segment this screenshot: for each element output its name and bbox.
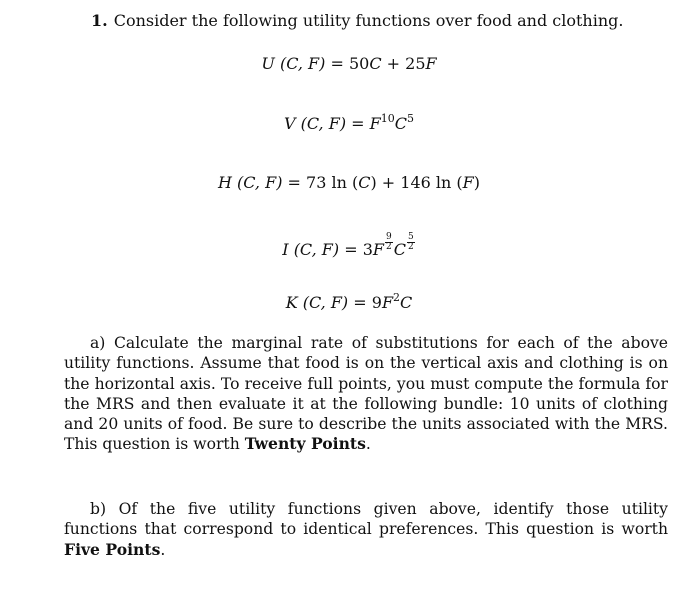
equation-k-lhs: K (C, F) xyxy=(285,293,349,312)
equation-u-f: F xyxy=(425,54,437,73)
part-b-paragraph xyxy=(64,499,668,560)
equation-h-end: ) xyxy=(473,173,481,192)
equation-i xyxy=(0,233,698,259)
part-a-end: . xyxy=(365,435,371,454)
equation-v-lhs: V (C, F) xyxy=(283,114,347,133)
equation-v-exp-c: 5 xyxy=(407,112,415,125)
equation-k-coef: = 9 xyxy=(353,293,382,312)
equation-u-c: C xyxy=(369,54,382,73)
equation-v xyxy=(0,114,698,133)
part-a-text: a) Calculate the marginal rate of substitutions for each of the above utility functions. Assume that food is on the vertical axis and clothing is on the horizontal axis. To receive full points, you must compute the formula for the MRS and then evaluate it at the following bundle: 10 units of clothing and 20 units of food. Be sure to describe the units associated with the MRS. This question is worth xyxy=(64,334,668,454)
equation-k-f: F xyxy=(381,293,394,312)
equation-h-lhs: H (C, F) xyxy=(217,173,283,192)
part-b-end: . xyxy=(160,540,166,559)
part-a-body xyxy=(64,333,668,455)
equation-i-exp-f-num: 9 xyxy=(386,232,392,242)
equation-h-part1: = 73 ln ( xyxy=(287,173,359,192)
equation-h-c: C xyxy=(358,173,371,192)
equation-v-exp-f: 10 xyxy=(380,112,395,125)
part-b-text: b) Of the five utility functions given above, identify those utility functions that correspond to identical preferences. This question is worth xyxy=(64,500,668,539)
problem-intro: Consider the following utility functions over food and clothing. xyxy=(113,11,624,30)
problem-number: 1. xyxy=(91,11,108,30)
problem-heading xyxy=(91,11,623,30)
equation-i-exp-f xyxy=(385,233,393,252)
equation-i-exp-c-num: 5 xyxy=(407,232,414,242)
equation-u-coef-c: = 50 xyxy=(330,54,370,73)
equation-i-coef: = 3 xyxy=(344,240,373,259)
equation-v-equals: = xyxy=(351,114,370,133)
equation-i-lhs: I (C, F) xyxy=(282,240,340,259)
part-b-body xyxy=(64,499,668,560)
part-b-points: Five Points xyxy=(64,539,161,559)
equation-i-exp-c-den: 2 xyxy=(407,242,414,252)
equation-i-exp-c xyxy=(407,233,415,252)
part-a-points: Twenty Points xyxy=(244,434,366,454)
equation-i-c: C xyxy=(393,240,406,259)
equation-i-f: F xyxy=(372,240,384,259)
part-a-paragraph xyxy=(64,333,668,455)
equation-v-c: C xyxy=(394,114,408,133)
equation-k xyxy=(0,293,698,312)
equation-i-exp-f-den: 2 xyxy=(386,242,392,252)
equation-u-lhs: U (C, F) xyxy=(261,54,326,73)
equation-k-c: C xyxy=(400,293,413,312)
equation-h-f: F xyxy=(462,173,474,192)
equation-u-coef-f: + 25 xyxy=(381,54,426,73)
equation-k-exp-f: 2 xyxy=(393,291,401,304)
equation-h xyxy=(0,173,698,192)
equation-h-part2: ) + 146 ln ( xyxy=(370,173,463,192)
equation-v-f: F xyxy=(369,114,381,133)
equation-u xyxy=(0,54,698,73)
